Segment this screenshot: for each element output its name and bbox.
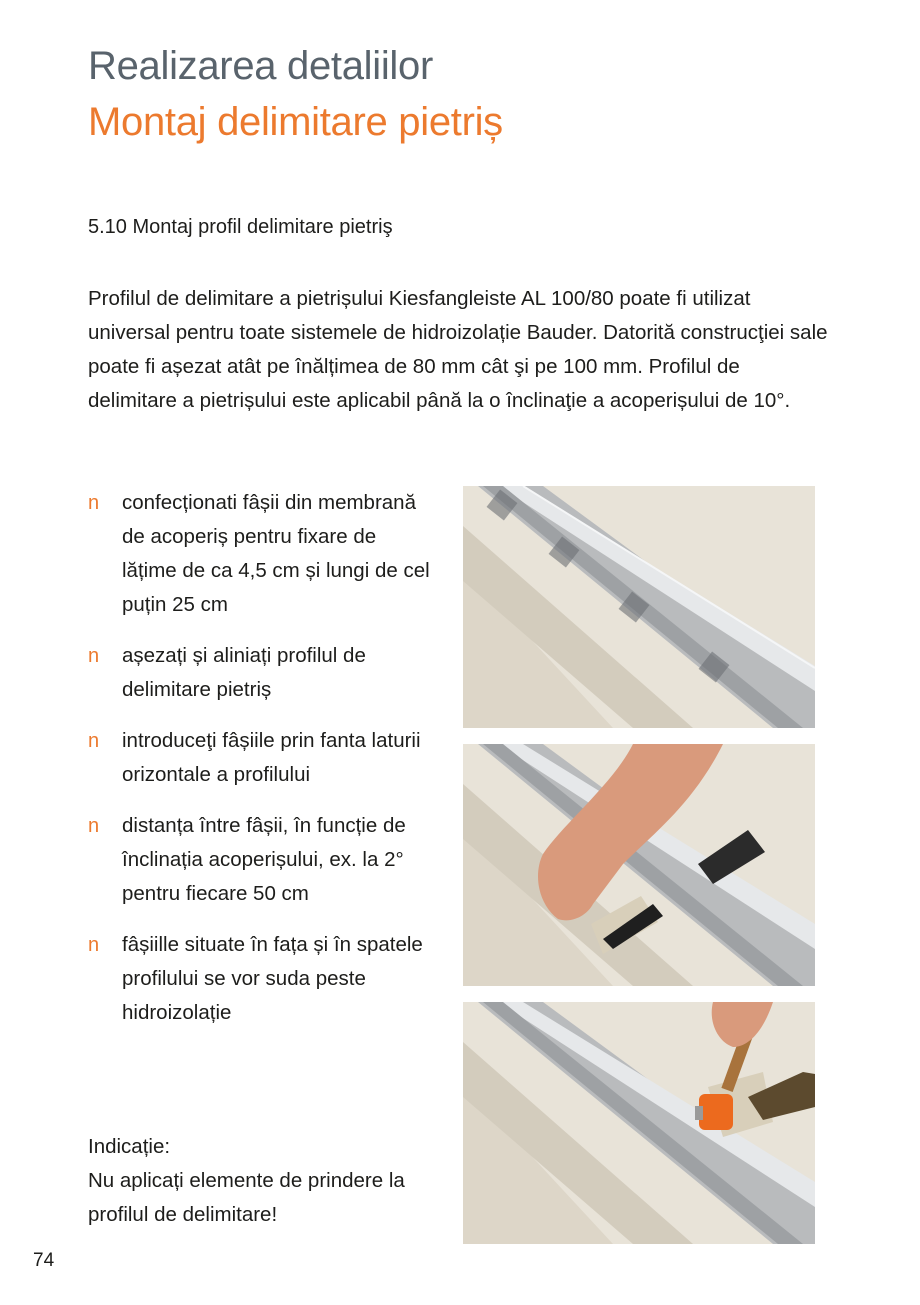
note-label: Indicație: xyxy=(88,1135,171,1158)
list-item-text: introduceţi fâșiile prin fanta laturii orizontale a profilului xyxy=(122,729,421,786)
intro-paragraph: Profilul de delimitare a pietrișului Kiesfangleiste AL 100/80 poate fi utilizat universal pentru toate sistemele de hidroizolație Bauder. Datorită construcţiei sale poate fi așezat atât pe înălțimea de 80 mm cât şi pe 100 mm. Profilul de delimitare a pietrișului este aplicabil până la o înclinaţie a acoperișului de 10°. xyxy=(88,287,828,412)
list-item xyxy=(88,724,433,792)
bullet-marker: n xyxy=(88,934,100,956)
list-item-text: fâșiille situate în fața și în spatele profilului se vor suda peste hidroizolație xyxy=(122,933,423,1024)
list-item xyxy=(88,928,433,1030)
bullet-marker: n xyxy=(88,815,100,837)
list-item-text: distanța între fâșii, în funcție de înclinația acoperișului, ex. la 2° pentru fiecare 50 cm xyxy=(122,814,406,905)
photo-welding-strips xyxy=(463,1002,815,1244)
list-item-text: confecționati fâșii din membrană de acoperiș pentru fixare de lățime de ca 4,5 cm și lungi de cel puțin 25 cm xyxy=(122,491,430,616)
section-heading: 5.10 Montaj profil delimitare pietriş xyxy=(88,216,393,238)
note-text: Nu aplicați elemente de prindere la profilul de delimitare! xyxy=(88,1169,405,1226)
bullet-marker: n xyxy=(88,730,100,752)
page-number: 74 xyxy=(33,1250,55,1271)
page-subtitle: Montaj delimitare pietriș xyxy=(88,100,503,144)
photo-inserting-strips xyxy=(463,744,815,986)
page-title: Realizarea detaliilor xyxy=(88,44,433,88)
list-item xyxy=(88,486,433,622)
instruction-list xyxy=(88,486,433,1030)
bullet-marker: n xyxy=(88,492,100,514)
list-item xyxy=(88,809,433,911)
note-block xyxy=(88,1130,448,1232)
list-item xyxy=(88,639,433,707)
photo-profile-placement xyxy=(463,486,815,728)
list-item-text: așezați și aliniați profilul de delimitare pietriș xyxy=(122,644,366,701)
bullet-marker: n xyxy=(88,645,100,667)
